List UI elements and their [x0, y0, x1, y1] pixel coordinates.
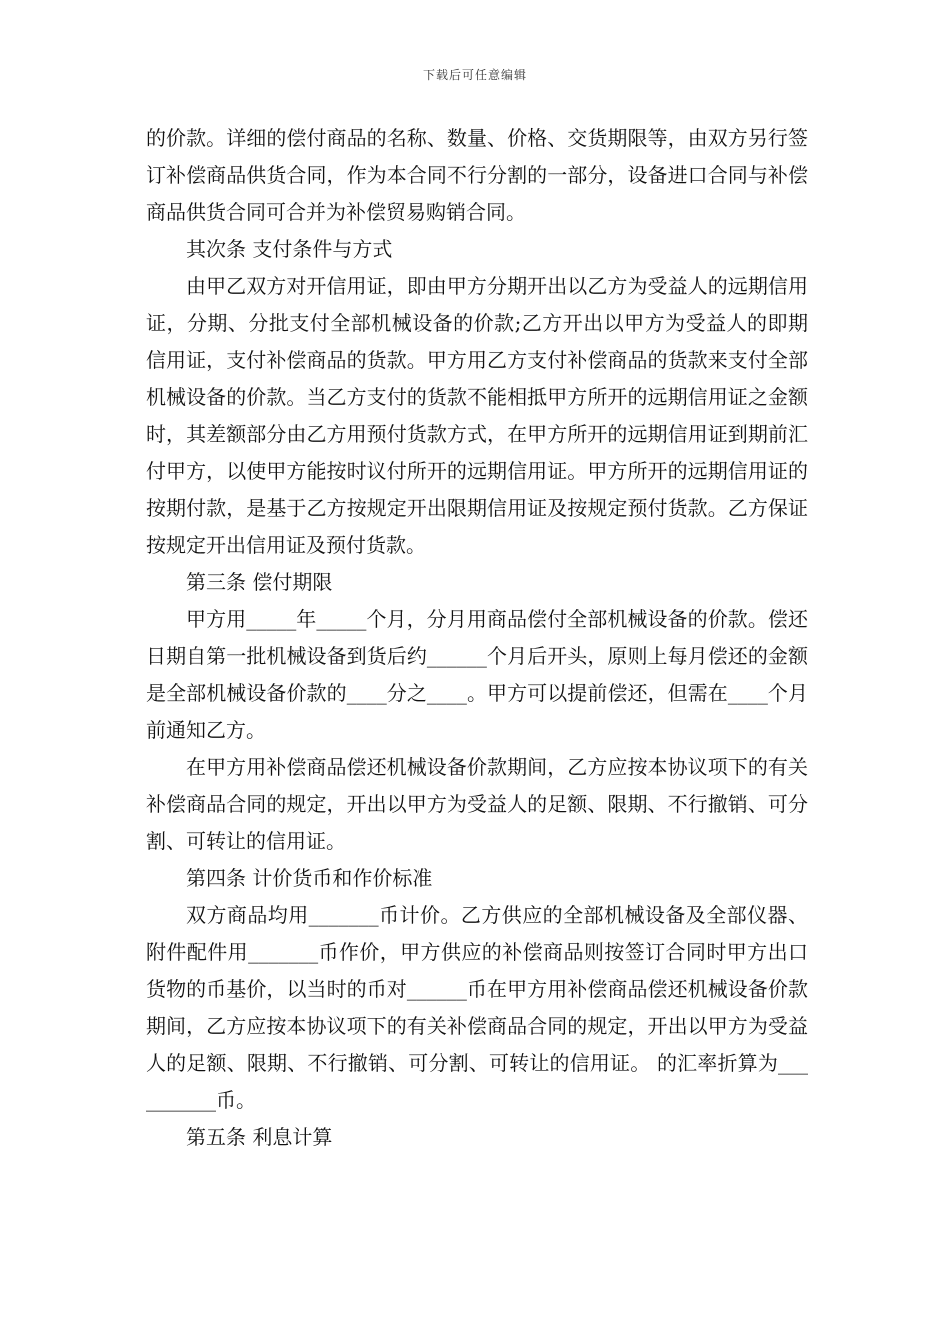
paragraph-pricing-currency: 双方商品均用_______币计价。乙方供应的全部机械设备及全部仪器、附件配件用_______币作价，甲方供应的补偿商品则按签订合同时甲方出口货物的币基价，以当时的币对______币在甲方用补偿商品偿还机械设备价款期间，乙方应按本协议项下的有关补偿商品合同的规定，开出以甲方为受益人的足额、限期、不行撤销、可分割、可转让的信用证。 的汇率折算为__________币。: [146, 903, 808, 1112]
document-body: [146, 120, 808, 1156]
section-heading-3: 第三条 偿付期限: [186, 570, 333, 594]
paragraph-letter-of-credit: 在甲方用补偿商品偿还机械设备价款期间，乙方应按本协议项下的有关补偿商品合同的规定，开出以甲方为受益人的足额、限期、不行撤销、可分割、可转让的信用证。: [146, 755, 808, 853]
paragraph-payment-terms: 由甲乙双方对开信用证，即由甲方分期开出以乙方为受益人的远期信用证，分期、分批支付全部机械设备的价款;乙方开出以甲方为受益人的即期信用证，支付补偿商品的货款。甲方用乙方支付补偿商品的货款来支付全部机械设备的价款。当乙方支付的货款不能相抵甲方所开的远期信用证之金额时，其差额部分由乙方用预付货款方式，在甲方所开的远期信用证到期前汇付甲方，以使甲方能按时议付所开的远期信用证。甲方所开的远期信用证的按期付款，是基于乙方按规定开出限期信用证及按规定预付货款。乙方保证按规定开出信用证及预付货款。: [146, 274, 808, 557]
section-heading-5: 第五条 利息计算: [186, 1125, 333, 1149]
section-heading-2: 其次条 支付条件与方式: [186, 237, 393, 261]
section-heading-4: 第四条 计价货币和作价标准: [186, 866, 433, 890]
page-header: 下载后可任意编辑: [422, 68, 527, 82]
paragraph-continued: 的价款。详细的偿付商品的名称、数量、价格、交货期限等，由双方另行签订补偿商品供货合同，作为本合同不行分割的一部分，设备进口合同与补偿商品供货合同可合并为补偿贸易购销合同。: [146, 126, 808, 224]
paragraph-repayment-period: 甲方用_____年_____个月，分月用商品偿付全部机械设备的价款。偿还日期自第一批机械设备到货后约______个月后开头，原则上每月偿还的金额是全部机械设备价款的____分之____。甲方可以提前偿还，但需在____个月前通知乙方。: [146, 607, 808, 742]
